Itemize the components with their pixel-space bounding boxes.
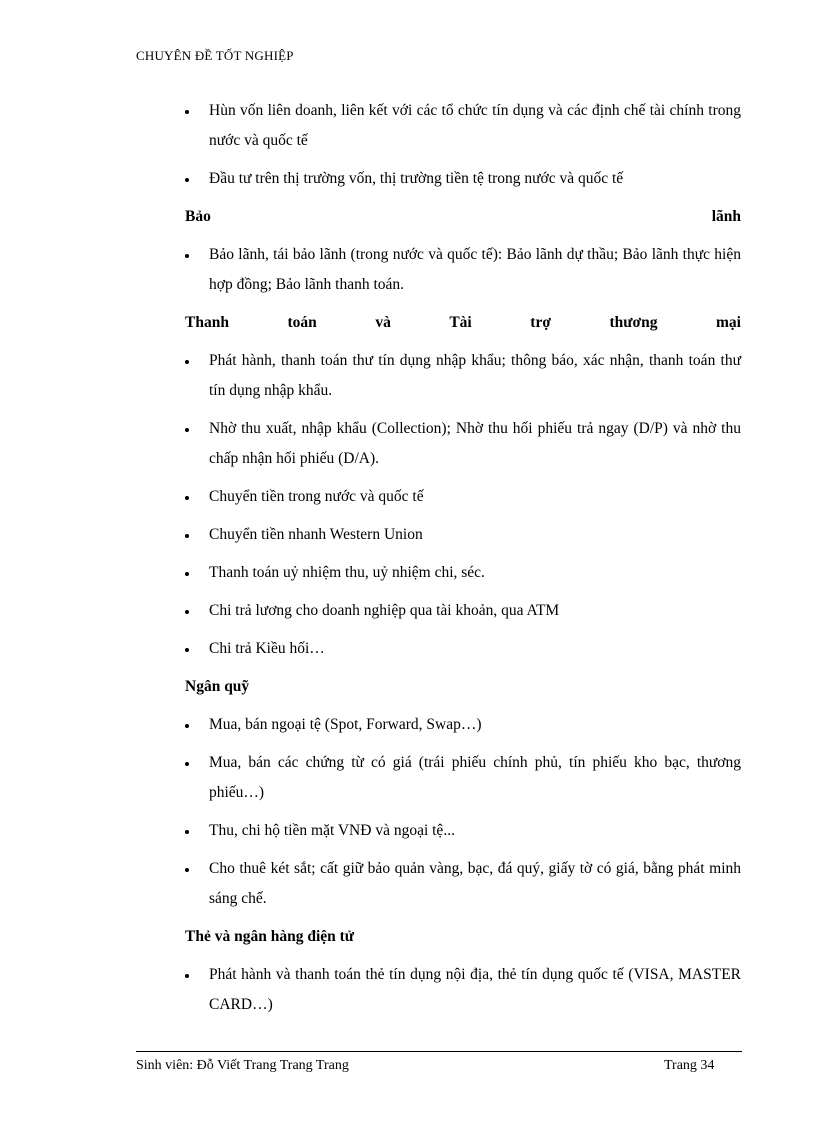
list-item: Chuyển tiền trong nước và quốc tế [185,482,741,512]
bullet-icon [185,534,189,538]
list-item: Nhờ thu xuất, nhập khẩu (Collection); Nhờ thu hối phiếu trả ngay (D/P) và nhờ thu chấp nhận hối phiếu (D/A). [185,414,741,474]
footer-divider [136,1051,742,1052]
bullet-icon [185,360,189,364]
bullet-icon [185,762,189,766]
section-investment [185,96,741,194]
section-trade-finance [185,308,741,664]
list-item: Thu, chi hộ tiền mặt VNĐ và ngoại tệ... [185,816,741,846]
section-heading: Ngân quỹ [185,678,250,695]
bullet-icon [185,868,189,872]
section-cards-ebanking [185,922,741,1020]
bullet-icon [185,572,189,576]
bullet-icon [185,110,189,114]
footer-author: Sinh viên: Đỗ Viết Trang Trang Trang [136,1058,349,1073]
bullet-icon [185,254,189,258]
list-item: Bảo lãnh, tái bảo lãnh (trong nước và quốc tế): Bảo lãnh dự thầu; Bảo lãnh thực hiện hợp đồng; Bảo lãnh thanh toán. [185,240,741,300]
footer-page-number: Trang 34 [664,1058,715,1073]
bullet-icon [185,830,189,834]
list-item: Chi trả lương cho doanh nghiệp qua tài khoản, qua ATM [185,596,741,626]
bullet-icon [185,496,189,500]
bullet-icon [185,648,189,652]
list-item: Hùn vốn liên doanh, liên kết với các tổ chức tín dụng và các định chế tài chính trong nước và quốc tế [185,96,741,156]
list-item: Phát hành và thanh toán thẻ tín dụng nội địa, thẻ tín dụng quốc tế (VISA, MASTER CARD…) [185,960,741,1020]
document-body [185,96,741,1028]
list-item: Chi trả Kiều hối… [185,634,741,664]
bullet-icon [185,178,189,182]
list-item: Chuyển tiền nhanh Western Union [185,520,741,550]
list-item: Phát hành, thanh toán thư tín dụng nhập khẩu; thông báo, xác nhận, thanh toán thư tín dụng nhập khẩu. [185,346,741,406]
section-treasury [185,672,741,914]
list-item: Thanh toán uỷ nhiệm thu, uỷ nhiệm chi, séc. [185,558,741,588]
list-item: Mua, bán các chứng từ có giá (trái phiếu chính phủ, tín phiếu kho bạc, thương phiếu…) [185,748,741,808]
list-item: Đầu tư trên thị trường vốn, thị trường tiền tệ trong nước và quốc tế [185,164,741,194]
bullet-icon [185,724,189,728]
bullet-icon [185,610,189,614]
list-item: Mua, bán ngoại tệ (Spot, Forward, Swap…) [185,710,741,740]
section-heading: Thẻ và ngân hàng điện tử [185,928,355,945]
bullet-icon [185,974,189,978]
page-header-title: CHUYÊN ĐỀ TỐT NGHIỆP [136,48,294,63]
section-guarantee [185,202,741,300]
list-item: Cho thuê két sắt; cất giữ bảo quản vàng, bạc, đá quý, giấy tờ có giá, bằng phát minh sáng chế. [185,854,741,914]
section-heading: Bảo lãnh [185,208,741,225]
bullet-icon [185,428,189,432]
section-heading: Thanh toán và Tài trợ thương mại [185,314,741,331]
